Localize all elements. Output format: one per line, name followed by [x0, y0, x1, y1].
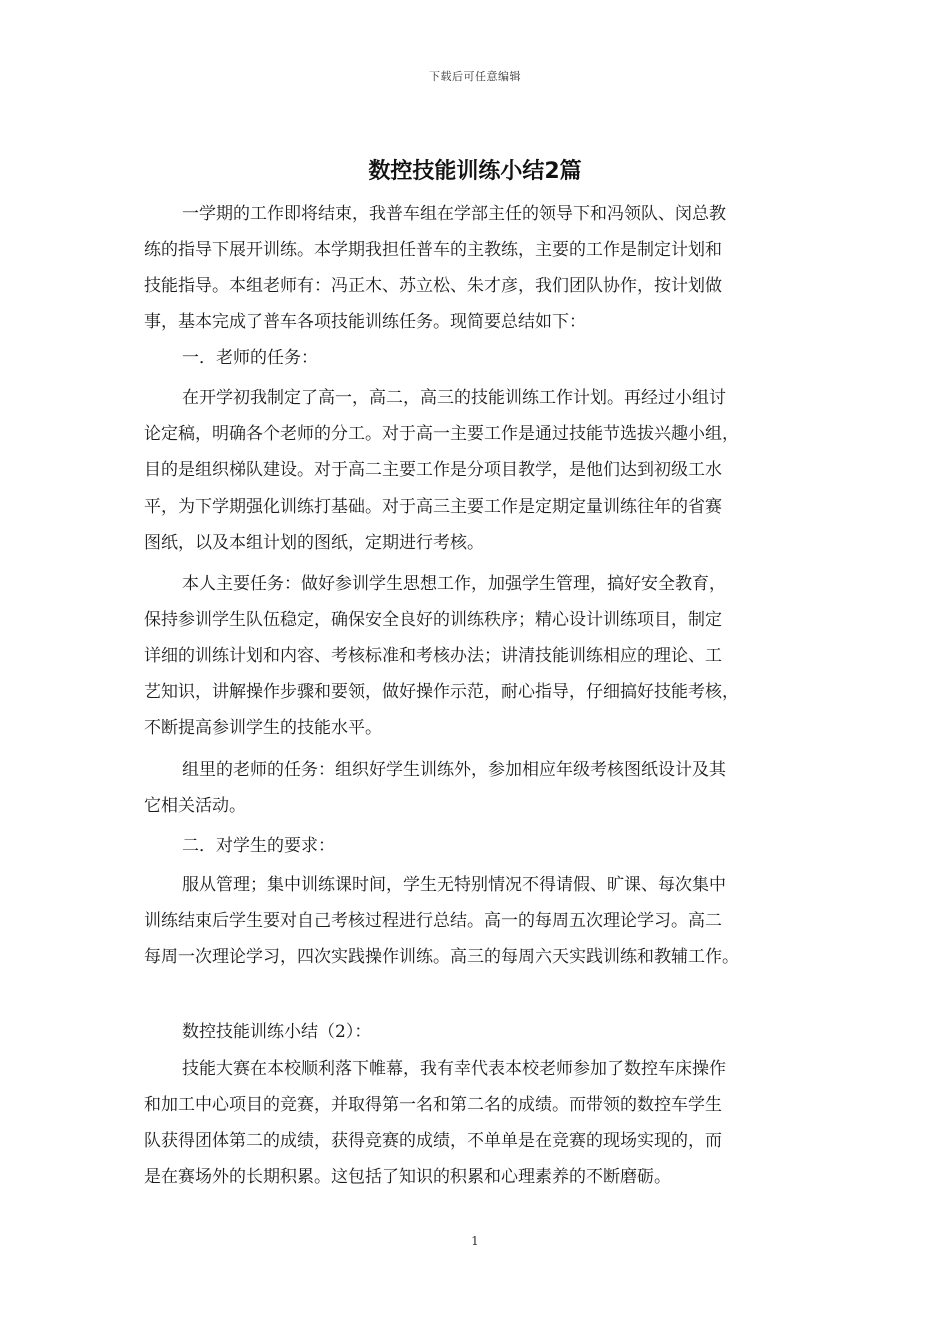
paragraph-line: 图纸，以及本组计划的图纸，定期进行考核。 [144, 533, 484, 553]
paragraph-line: 训练结束后学生要对自己考核过程进行总结。高一的每周五次理论学习。高二 [144, 911, 722, 931]
paragraph-line: 一学期的工作即将结束，我普车组在学部主任的领导下和冯领队、闵总教 [182, 204, 726, 224]
paragraph-line: 平，为下学期强化训练打基础。对于高三主要工作是定期定量训练往年的省赛 [144, 497, 722, 517]
paragraph-line: 目的是组织梯队建设。对于高二主要工作是分项目教学，是他们达到初级工水 [144, 460, 722, 480]
paragraph-line: 艺知识，讲解操作步骤和要领，做好操作示范，耐心指导，仔细搞好技能考核， [144, 682, 739, 702]
paragraph-line: 论定稿，明确各个老师的分工。对于高一主要工作是通过技能节选拔兴趣小组， [144, 424, 739, 444]
paragraph-line: 在开学初我制定了高一，高二，高三的技能训练工作计划。再经过小组讨 [182, 388, 726, 408]
section-heading: 一．老师的任务： [182, 348, 318, 368]
paragraph-line: 本人主要任务：做好参训学生思想工作，加强学生管理，搞好安全教育， [182, 574, 726, 594]
paragraph-line: 它相关活动。 [144, 796, 246, 816]
paragraph-line: 每周一次理论学习，四次实践操作训练。高三的每周六天实践训练和教辅工作。 [144, 947, 739, 967]
paragraph-line: 详细的训练计划和内容、考核标准和考核办法；讲清技能训练相应的理论、工 [144, 646, 722, 666]
paragraph-line: 技能指导。本组老师有：冯正木、苏立松、朱才彦，我们团队协作，按计划做 [144, 276, 722, 296]
paragraph-line: 服从管理；集中训练课时间，学生无特别情况不得请假、旷课、每次集中 [182, 875, 726, 895]
paragraph-line: 组里的老师的任务：组织好学生训练外，参加相应年级考核图纸设计及其 [182, 760, 726, 780]
paragraph-line: 和加工中心项目的竞赛，并取得第一名和第二名的成绩。而带领的数控车学生 [144, 1095, 722, 1115]
paragraph-line: 队获得团体第二的成绩，获得竞赛的成绩，不单单是在竞赛的现场实现的，而 [144, 1131, 722, 1151]
paragraph-line: 保持参训学生队伍稳定，确保安全良好的训练秩序；精心设计训练项目，制定 [144, 610, 722, 630]
paragraph-line: 不断提高参训学生的技能水平。 [144, 718, 382, 738]
document-title: 数控技能训练小结2篇 [368, 159, 582, 184]
section-heading: 数控技能训练小结（2）： [182, 1022, 372, 1042]
page-number: 1 [471, 1234, 479, 1248]
paragraph-line: 是在赛场外的长期积累。这包括了知识的积累和心理素养的不断磨砺。 [144, 1167, 671, 1187]
paragraph-line: 事，基本完成了普车各项技能训练任务。现简要总结如下： [144, 312, 586, 332]
paragraph-line: 技能大赛在本校顺利落下帷幕，我有幸代表本校老师参加了数控车床操作 [182, 1059, 726, 1079]
paragraph-line: 练的指导下展开训练。本学期我担任普车的主教练，主要的工作是制定计划和 [144, 240, 722, 260]
page-header: 下载后可任意编辑 [429, 70, 521, 83]
section-heading: 二．对学生的要求： [182, 836, 335, 856]
